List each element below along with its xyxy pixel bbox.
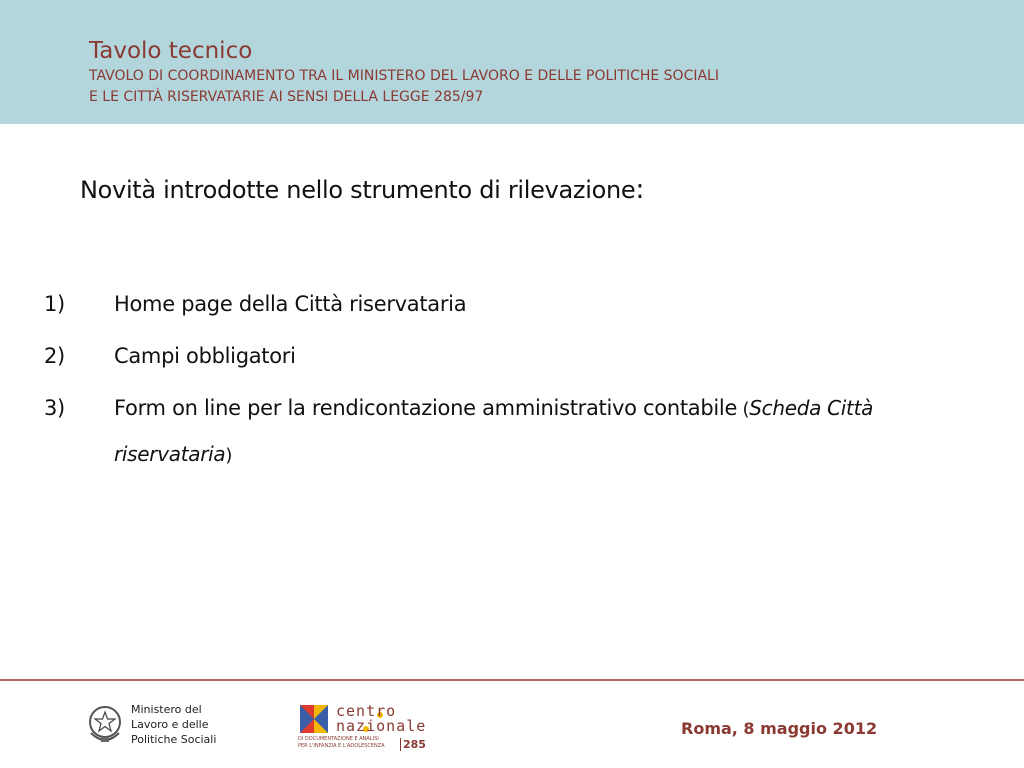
footer-date: Roma, 8 maggio 2012 [681, 719, 878, 738]
list-item-text: Form on line per la rendicontazione amministrativo contabile [114, 396, 738, 420]
centro-small-line1: DI DOCUMENTAZIONE E ANALISI [298, 736, 379, 742]
list-item-text: Home page della Città riservataria [114, 292, 467, 316]
footer-divider [0, 679, 1024, 681]
header-subtitle-line1: TAVOLO DI COORDINAMENTO TRA IL MINISTERO DEL LAVORO E DELLE POLITICHE SOCIALI [89, 68, 719, 84]
header-subtitle-line2: E LE CITTÀ RISERVATARIE AI SENSI DELLA LEGGE 285/97 [89, 89, 484, 105]
ministry-line2: Lavoro e delle [131, 718, 209, 731]
list-item [44, 282, 994, 326]
centro-subtitle [298, 736, 385, 750]
slide-heading-colon: : [635, 174, 645, 205]
list-item [44, 386, 994, 478]
centro-small-line2: PER L'INFANZIA E L'ADOLESCENZA [298, 743, 385, 749]
features-list [44, 282, 994, 486]
list-item-text: Campi obbligatori [114, 344, 296, 368]
centro-line1: centro [336, 702, 397, 720]
list-item-italic-note: Scheda Città riservataria [114, 396, 874, 466]
ministry-line1: Ministero del [131, 703, 202, 716]
ministry-line3: Politiche Sociali [131, 733, 217, 746]
centro-line2: nazionale [336, 717, 427, 735]
list-item-close-paren: ) [225, 445, 233, 466]
slide-heading [80, 174, 644, 205]
list-item-number: 3) [44, 396, 65, 420]
centro-nazionale-wordmark [336, 704, 426, 734]
list-item-open-paren: ( [737, 399, 750, 420]
list-item-number: 1) [44, 292, 65, 316]
slide-heading-text: Novità introdotte nello strumento di rilevazione [80, 176, 636, 204]
list-item-number: 2) [44, 344, 65, 368]
header-banner [0, 0, 1024, 124]
italian-republic-emblem-icon [86, 703, 124, 745]
ministry-name [131, 702, 216, 747]
centro-number: 285 [400, 738, 426, 751]
list-item [44, 334, 994, 378]
header-title: Tavolo tecnico [89, 38, 253, 64]
